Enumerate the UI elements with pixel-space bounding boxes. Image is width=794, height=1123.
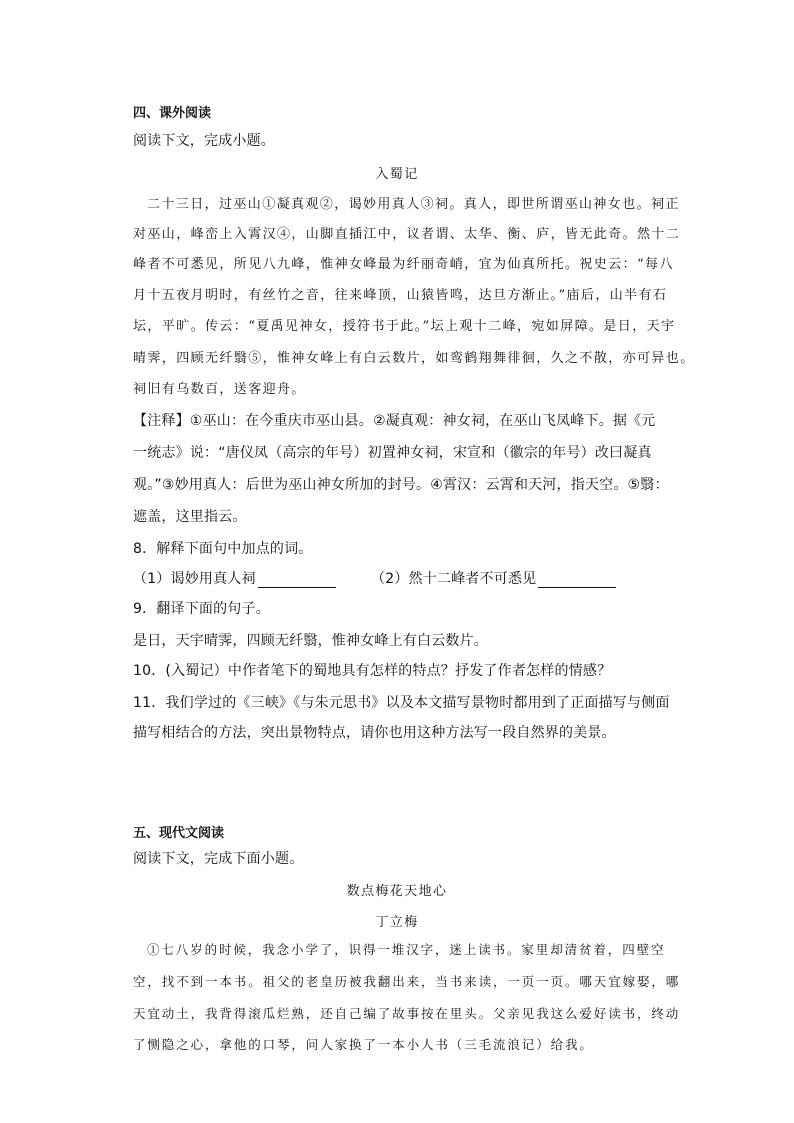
section-heading-4: 四、课外阅读 (133, 106, 212, 121)
passage-line: 祠旧有乌数百，送客迎舟。 (133, 382, 306, 397)
question-8-part-2: （2）然十二峰者不可悉见 (371, 571, 537, 587)
passage-line: 了恻隐之心，拿他的口琴，问人家换了一本小人书（三毛流浪记）给我。 (133, 1037, 594, 1052)
answer-blank-1[interactable] (258, 573, 336, 588)
answer-blank-2[interactable] (538, 573, 616, 588)
question-10: 10．(入蜀记）中作者笔下的蜀地具有怎样的特点？抒发了作者怎样的情感？ (133, 663, 612, 679)
passage-line: 坛，平旷。传云：“夏禹见神女，授符书于此。”坛上观十二峰，宛如屏障。是日，天宇 (133, 319, 676, 334)
question-11-line: 描写相结合的方法，突出景物特点，请你也用这种方法写一段自然界的美景。 (133, 725, 616, 741)
question-8-part-1: （1）谒妙用真人祠 (133, 571, 256, 587)
notes-line: 遮盖，这里指云。 (133, 509, 247, 525)
passage-line: 峰者不可悉见，所见八九峰，惟神女峰最为纤丽奇峭，宜为仙真所托。祝史云：“每八 (133, 257, 674, 272)
question-9: 9．翻译下面的句子。 (133, 601, 270, 617)
notes-line: 观。”③妙用真人：后世为巫山神女所加的封号。④霄汉：云霄和天河，指天空。⑤翳： (133, 477, 669, 493)
question-9-sentence: 是日，天宇晴霁，四顾无纤翳，惟神女峰上有白云数片。 (133, 633, 488, 649)
passage-line: 天宜动土，我背得滚瓜烂熟，还自己编了故事按在里头。父亲见我这么爱好读书，终动 (133, 1006, 681, 1021)
passage-line: 晴霁，四顾无纤翳⑤，惟神女峰上有白云数片，如鸾鹤翔舞徘徊，久之不散，亦可异也。 (133, 351, 695, 366)
passage-author: 丁立梅 (375, 915, 419, 930)
question-8: 8．解释下面句中加点的词。 (133, 541, 313, 557)
question-11-line: 11．我们学过的《三峡》《与朱元思书》以及本文描写景物时都用到了正面描写与侧面 (133, 695, 670, 711)
passage-line: ①七八岁的时候，我念小学了，识得一堆汉字，迷上读书。家里却清贫着，四壁空 (147, 942, 666, 957)
passage-title: 入蜀记 (375, 167, 419, 182)
section-instruction: 阅读下文，完成下面小题。 (133, 851, 304, 867)
passage-line: 空，找不到一本书。祖父的老皇历被我翻出来，当书来读，一页一页。哪天宜嫁娶，哪 (133, 974, 681, 989)
notes-line: 一统志》说：“唐仪凤（高宗的年号）初置神女祠，宋宣和（徽宗的年号）改曰凝真 (133, 445, 652, 461)
passage-line: 月十五夜月明时，有丝竹之音，往来峰顶，山猿皆鸣，达旦方渐止。”庙后，山半有石 (133, 288, 668, 303)
passage-line: 二十三日，过巫山①凝真观②，谒妙用真人③祠。真人，即世所谓巫山神女也。祠正 (147, 197, 680, 212)
section-instruction: 阅读下文，完成小题。 (133, 133, 275, 149)
notes-line: 【注释】①巫山：在今重庆市巫山县。②凝真观：神女祠，在巫山飞凤峰下。据《元 (133, 413, 656, 429)
passage-title: 数点梅花天地心 (346, 884, 448, 899)
passage-line: 对巫山，峰峦上入霄汉④，山脚直插江中，议者谓、太华、衡、庐，皆无此奇。然十二 (133, 227, 681, 242)
question-8-parts (133, 568, 616, 588)
section-heading-5: 五、现代文阅读 (133, 826, 225, 841)
